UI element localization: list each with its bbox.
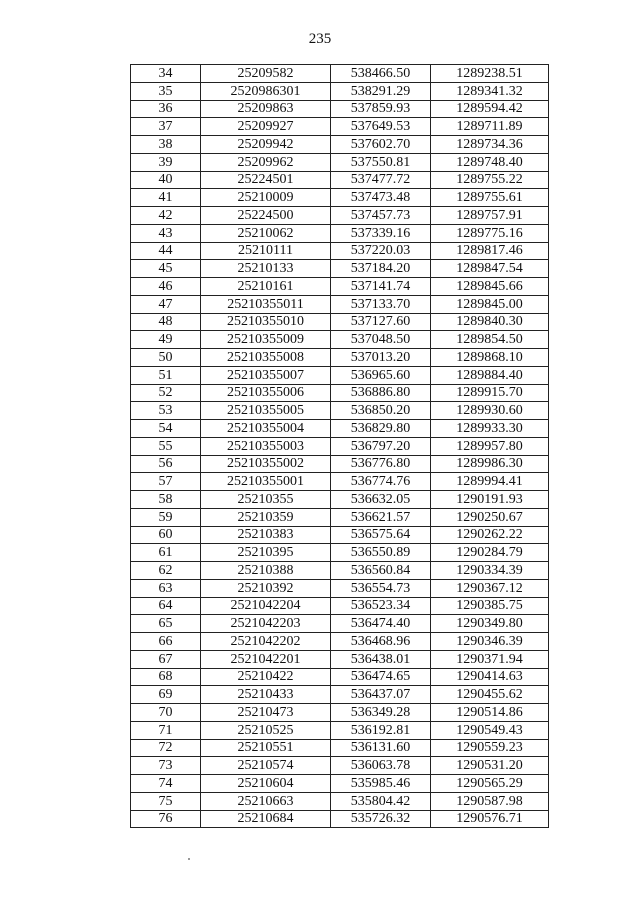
point-id-cell: 25210663: [201, 792, 331, 810]
table-row: [131, 491, 549, 509]
x-coordinate-cell: 537141.74: [331, 278, 431, 296]
y-coordinate-cell: 1289755.22: [431, 171, 549, 189]
row-number-cell: 46: [131, 278, 201, 296]
x-coordinate-cell: 536632.05: [331, 491, 431, 509]
point-id-cell: 25209927: [201, 118, 331, 136]
table-row: [131, 810, 549, 828]
point-id-cell: 25210395: [201, 544, 331, 562]
table-row: [131, 686, 549, 704]
x-coordinate-cell: 535726.32: [331, 810, 431, 828]
row-number-cell: 70: [131, 704, 201, 722]
point-id-cell: 25210355005: [201, 402, 331, 420]
x-coordinate-cell: 537649.53: [331, 118, 431, 136]
point-id-cell: 25210388: [201, 562, 331, 580]
table-row: [131, 420, 549, 438]
table-row: [131, 757, 549, 775]
y-coordinate-cell: 1289854.50: [431, 331, 549, 349]
y-coordinate-cell: 1290559.23: [431, 739, 549, 757]
table-body: [131, 65, 549, 828]
y-coordinate-cell: 1289868.10: [431, 349, 549, 367]
y-coordinate-cell: 1289341.32: [431, 82, 549, 100]
row-number-cell: 69: [131, 686, 201, 704]
table-row: [131, 313, 549, 331]
y-coordinate-cell: 1289711.89: [431, 118, 549, 136]
table-row: [131, 136, 549, 154]
point-id-cell: 25210355011: [201, 295, 331, 313]
x-coordinate-cell: 537457.73: [331, 207, 431, 225]
table-row: [131, 455, 549, 473]
x-coordinate-cell: 536554.73: [331, 579, 431, 597]
point-id-cell: 25210684: [201, 810, 331, 828]
y-coordinate-cell: 1290385.75: [431, 597, 549, 615]
row-number-cell: 38: [131, 136, 201, 154]
y-coordinate-cell: 1289957.80: [431, 437, 549, 455]
x-coordinate-cell: 537602.70: [331, 136, 431, 154]
point-id-cell: 25210574: [201, 757, 331, 775]
x-coordinate-cell: 536437.07: [331, 686, 431, 704]
row-number-cell: 54: [131, 420, 201, 438]
x-coordinate-cell: 537859.93: [331, 100, 431, 118]
y-coordinate-cell: 1290455.62: [431, 686, 549, 704]
row-number-cell: 58: [131, 491, 201, 509]
y-coordinate-cell: 1290349.80: [431, 615, 549, 633]
point-id-cell: 25210355002: [201, 455, 331, 473]
table-row: [131, 526, 549, 544]
y-coordinate-cell: 1289757.91: [431, 207, 549, 225]
row-number-cell: 72: [131, 739, 201, 757]
table-row: [131, 650, 549, 668]
x-coordinate-cell: 536776.80: [331, 455, 431, 473]
y-coordinate-cell: 1289884.40: [431, 366, 549, 384]
table-row: [131, 100, 549, 118]
x-coordinate-cell: 536468.96: [331, 633, 431, 651]
y-coordinate-cell: 1290549.43: [431, 721, 549, 739]
x-coordinate-cell: 536474.40: [331, 615, 431, 633]
point-id-cell: 2521042202: [201, 633, 331, 651]
point-id-cell: 25209962: [201, 153, 331, 171]
table-row: [131, 704, 549, 722]
y-coordinate-cell: 1289845.66: [431, 278, 549, 296]
table-row: [131, 349, 549, 367]
row-number-cell: 59: [131, 508, 201, 526]
row-number-cell: 62: [131, 562, 201, 580]
row-number-cell: 47: [131, 295, 201, 313]
point-id-cell: 25210161: [201, 278, 331, 296]
point-id-cell: 25210355004: [201, 420, 331, 438]
row-number-cell: 55: [131, 437, 201, 455]
x-coordinate-cell: 536131.60: [331, 739, 431, 757]
row-number-cell: 45: [131, 260, 201, 278]
x-coordinate-cell: 535804.42: [331, 792, 431, 810]
table-row: [131, 508, 549, 526]
x-coordinate-cell: 536965.60: [331, 366, 431, 384]
table-row: [131, 384, 549, 402]
row-number-cell: 61: [131, 544, 201, 562]
row-number-cell: 63: [131, 579, 201, 597]
x-coordinate-cell: 536349.28: [331, 704, 431, 722]
row-number-cell: 76: [131, 810, 201, 828]
row-number-cell: 56: [131, 455, 201, 473]
table-row: [131, 153, 549, 171]
y-coordinate-cell: 1289915.70: [431, 384, 549, 402]
row-number-cell: 39: [131, 153, 201, 171]
y-coordinate-cell: 1290346.39: [431, 633, 549, 651]
row-number-cell: 52: [131, 384, 201, 402]
y-coordinate-cell: 1289847.54: [431, 260, 549, 278]
table-row: [131, 295, 549, 313]
y-coordinate-cell: 1290531.20: [431, 757, 549, 775]
y-coordinate-cell: 1289930.60: [431, 402, 549, 420]
row-number-cell: 50: [131, 349, 201, 367]
x-coordinate-cell: 538466.50: [331, 65, 431, 83]
table-row: [131, 473, 549, 491]
table-row: [131, 633, 549, 651]
row-number-cell: 53: [131, 402, 201, 420]
row-number-cell: 36: [131, 100, 201, 118]
point-id-cell: 25210392: [201, 579, 331, 597]
x-coordinate-cell: 536850.20: [331, 402, 431, 420]
row-number-cell: 64: [131, 597, 201, 615]
table-row: [131, 331, 549, 349]
x-coordinate-cell: 536192.81: [331, 721, 431, 739]
coordinates-table: [130, 64, 549, 828]
table-row: [131, 242, 549, 260]
x-coordinate-cell: 537220.03: [331, 242, 431, 260]
row-number-cell: 49: [131, 331, 201, 349]
row-number-cell: 44: [131, 242, 201, 260]
point-id-cell: 2520986301: [201, 82, 331, 100]
table-row: [131, 260, 549, 278]
x-coordinate-cell: 537339.16: [331, 224, 431, 242]
table-row: [131, 189, 549, 207]
scan-speck: [188, 858, 190, 860]
row-number-cell: 67: [131, 650, 201, 668]
x-coordinate-cell: 537473.48: [331, 189, 431, 207]
point-id-cell: 25224500: [201, 207, 331, 225]
table-row: [131, 366, 549, 384]
y-coordinate-cell: 1289840.30: [431, 313, 549, 331]
point-id-cell: 25210473: [201, 704, 331, 722]
y-coordinate-cell: 1290514.86: [431, 704, 549, 722]
y-coordinate-cell: 1289986.30: [431, 455, 549, 473]
y-coordinate-cell: 1289994.41: [431, 473, 549, 491]
row-number-cell: 75: [131, 792, 201, 810]
table-row: [131, 544, 549, 562]
table-row: [131, 597, 549, 615]
row-number-cell: 57: [131, 473, 201, 491]
x-coordinate-cell: 536474.65: [331, 668, 431, 686]
x-coordinate-cell: 538291.29: [331, 82, 431, 100]
table-row: [131, 792, 549, 810]
x-coordinate-cell: 537127.60: [331, 313, 431, 331]
y-coordinate-cell: 1289755.61: [431, 189, 549, 207]
x-coordinate-cell: 536438.01: [331, 650, 431, 668]
page-number: 235: [308, 31, 332, 47]
point-id-cell: 25210133: [201, 260, 331, 278]
point-id-cell: 25210355001: [201, 473, 331, 491]
point-id-cell: 25210355007: [201, 366, 331, 384]
y-coordinate-cell: 1290367.12: [431, 579, 549, 597]
y-coordinate-cell: 1289594.42: [431, 100, 549, 118]
row-number-cell: 42: [131, 207, 201, 225]
y-coordinate-cell: 1290587.98: [431, 792, 549, 810]
row-number-cell: 43: [131, 224, 201, 242]
row-number-cell: 51: [131, 366, 201, 384]
table-row: [131, 118, 549, 136]
point-id-cell: 25210359: [201, 508, 331, 526]
point-id-cell: 25209942: [201, 136, 331, 154]
point-id-cell: 25210111: [201, 242, 331, 260]
y-coordinate-cell: 1289734.36: [431, 136, 549, 154]
table-row: [131, 224, 549, 242]
point-id-cell: 25210525: [201, 721, 331, 739]
y-coordinate-cell: 1289933.30: [431, 420, 549, 438]
row-number-cell: 73: [131, 757, 201, 775]
x-coordinate-cell: 536829.80: [331, 420, 431, 438]
row-number-cell: 37: [131, 118, 201, 136]
point-id-cell: 25210355003: [201, 437, 331, 455]
row-number-cell: 68: [131, 668, 201, 686]
table-row: [131, 402, 549, 420]
point-id-cell: 2521042203: [201, 615, 331, 633]
row-number-cell: 60: [131, 526, 201, 544]
point-id-cell: 25210062: [201, 224, 331, 242]
y-coordinate-cell: 1289817.46: [431, 242, 549, 260]
point-id-cell: 25210355010: [201, 313, 331, 331]
x-coordinate-cell: 536063.78: [331, 757, 431, 775]
x-coordinate-cell: 537477.72: [331, 171, 431, 189]
y-coordinate-cell: 1290262.22: [431, 526, 549, 544]
point-id-cell: 25210355006: [201, 384, 331, 402]
row-number-cell: 66: [131, 633, 201, 651]
point-id-cell: 25210551: [201, 739, 331, 757]
point-id-cell: 25210355008: [201, 349, 331, 367]
x-coordinate-cell: 537133.70: [331, 295, 431, 313]
point-id-cell: 25209863: [201, 100, 331, 118]
table-row: [131, 171, 549, 189]
y-coordinate-cell: 1289238.51: [431, 65, 549, 83]
table-row: [131, 65, 549, 83]
row-number-cell: 35: [131, 82, 201, 100]
row-number-cell: 74: [131, 775, 201, 793]
y-coordinate-cell: 1290414.63: [431, 668, 549, 686]
x-coordinate-cell: 536774.76: [331, 473, 431, 491]
row-number-cell: 48: [131, 313, 201, 331]
x-coordinate-cell: 535985.46: [331, 775, 431, 793]
x-coordinate-cell: 536886.80: [331, 384, 431, 402]
point-id-cell: 25210009: [201, 189, 331, 207]
x-coordinate-cell: 537550.81: [331, 153, 431, 171]
table-row: [131, 437, 549, 455]
table-row: [131, 562, 549, 580]
x-coordinate-cell: 536523.34: [331, 597, 431, 615]
table-row: [131, 579, 549, 597]
point-id-cell: 2521042204: [201, 597, 331, 615]
point-id-cell: 2521042201: [201, 650, 331, 668]
table-row: [131, 668, 549, 686]
x-coordinate-cell: 536575.64: [331, 526, 431, 544]
x-coordinate-cell: 536560.84: [331, 562, 431, 580]
y-coordinate-cell: 1290576.71: [431, 810, 549, 828]
y-coordinate-cell: 1290334.39: [431, 562, 549, 580]
x-coordinate-cell: 537184.20: [331, 260, 431, 278]
x-coordinate-cell: 536797.20: [331, 437, 431, 455]
y-coordinate-cell: 1289775.16: [431, 224, 549, 242]
point-id-cell: 25224501: [201, 171, 331, 189]
table-row: [131, 739, 549, 757]
point-id-cell: 25210422: [201, 668, 331, 686]
row-number-cell: 41: [131, 189, 201, 207]
row-number-cell: 65: [131, 615, 201, 633]
table-row: [131, 775, 549, 793]
point-id-cell: 25210604: [201, 775, 331, 793]
row-number-cell: 34: [131, 65, 201, 83]
table-row: [131, 278, 549, 296]
y-coordinate-cell: 1290371.94: [431, 650, 549, 668]
point-id-cell: 25210355009: [201, 331, 331, 349]
x-coordinate-cell: 537013.20: [331, 349, 431, 367]
y-coordinate-cell: 1290250.67: [431, 508, 549, 526]
row-number-cell: 40: [131, 171, 201, 189]
point-id-cell: 25210433: [201, 686, 331, 704]
x-coordinate-cell: 536550.89: [331, 544, 431, 562]
table-row: [131, 615, 549, 633]
y-coordinate-cell: 1289748.40: [431, 153, 549, 171]
y-coordinate-cell: 1289845.00: [431, 295, 549, 313]
table-row: [131, 207, 549, 225]
point-id-cell: 25210355: [201, 491, 331, 509]
table-row: [131, 82, 549, 100]
table-row: [131, 721, 549, 739]
y-coordinate-cell: 1290284.79: [431, 544, 549, 562]
y-coordinate-cell: 1290565.29: [431, 775, 549, 793]
y-coordinate-cell: 1290191.93: [431, 491, 549, 509]
x-coordinate-cell: 537048.50: [331, 331, 431, 349]
point-id-cell: 25209582: [201, 65, 331, 83]
row-number-cell: 71: [131, 721, 201, 739]
x-coordinate-cell: 536621.57: [331, 508, 431, 526]
point-id-cell: 25210383: [201, 526, 331, 544]
